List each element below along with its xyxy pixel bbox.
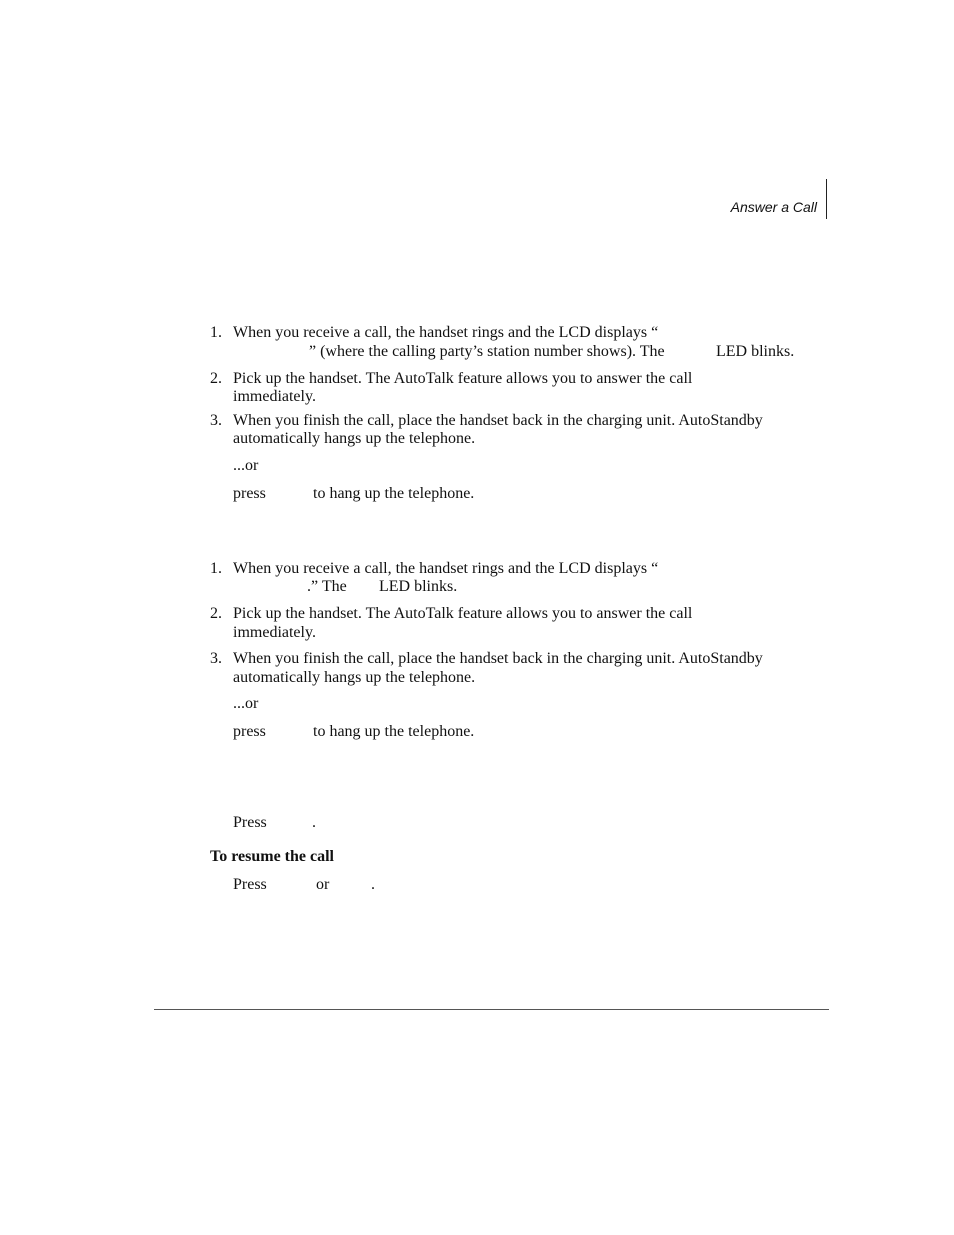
step-text: Pick up the handset. The AutoTalk feature allows you to answer the call xyxy=(233,370,693,387)
step-number: 1. xyxy=(210,324,222,341)
step-text: LED blinks. xyxy=(379,578,458,595)
step-number: 2. xyxy=(210,370,222,387)
press-text: Press xyxy=(233,876,267,893)
hangup-text: to hang up the telephone. xyxy=(313,485,475,502)
header-title: Answer a Call xyxy=(730,199,817,215)
period: . xyxy=(312,814,316,831)
step-text: When you finish the call, place the handset back in the charging unit. AutoStandby xyxy=(233,650,763,667)
step-number: 2. xyxy=(210,605,222,622)
press-text: press xyxy=(233,723,266,740)
step-number: 1. xyxy=(210,560,222,577)
step-text: When you receive a call, the handset rings and the LCD displays “ xyxy=(233,324,659,341)
period: . xyxy=(371,876,375,893)
step-text: When you finish the call, place the handset back in the charging unit. AutoStandby xyxy=(233,412,763,429)
resume-heading: To resume the call xyxy=(210,848,334,865)
step-text: LED blinks. xyxy=(716,343,795,360)
step-text: ” (where the calling party’s station number shows). The xyxy=(309,343,665,360)
step-text: automatically hangs up the telephone. xyxy=(233,669,476,686)
step-text: immediately. xyxy=(233,624,316,641)
or-text: ...or xyxy=(233,695,259,712)
step-text: Pick up the handset. The AutoTalk feature allows you to answer the call xyxy=(233,605,693,622)
footer-rule xyxy=(154,1009,829,1010)
step-text: automatically hangs up the telephone. xyxy=(233,430,476,447)
step-text: immediately. xyxy=(233,388,316,405)
or-text: ...or xyxy=(233,457,259,474)
press-text: press xyxy=(233,485,266,502)
step-text: When you receive a call, the handset rings and the LCD displays “ xyxy=(233,560,659,577)
step-number: 3. xyxy=(210,412,222,429)
press-text: Press xyxy=(233,814,267,831)
or-text: or xyxy=(316,876,330,893)
header-rule xyxy=(826,179,827,219)
step-text: .” The xyxy=(307,578,347,595)
step-number: 3. xyxy=(210,650,222,667)
hangup-text: to hang up the telephone. xyxy=(313,723,475,740)
